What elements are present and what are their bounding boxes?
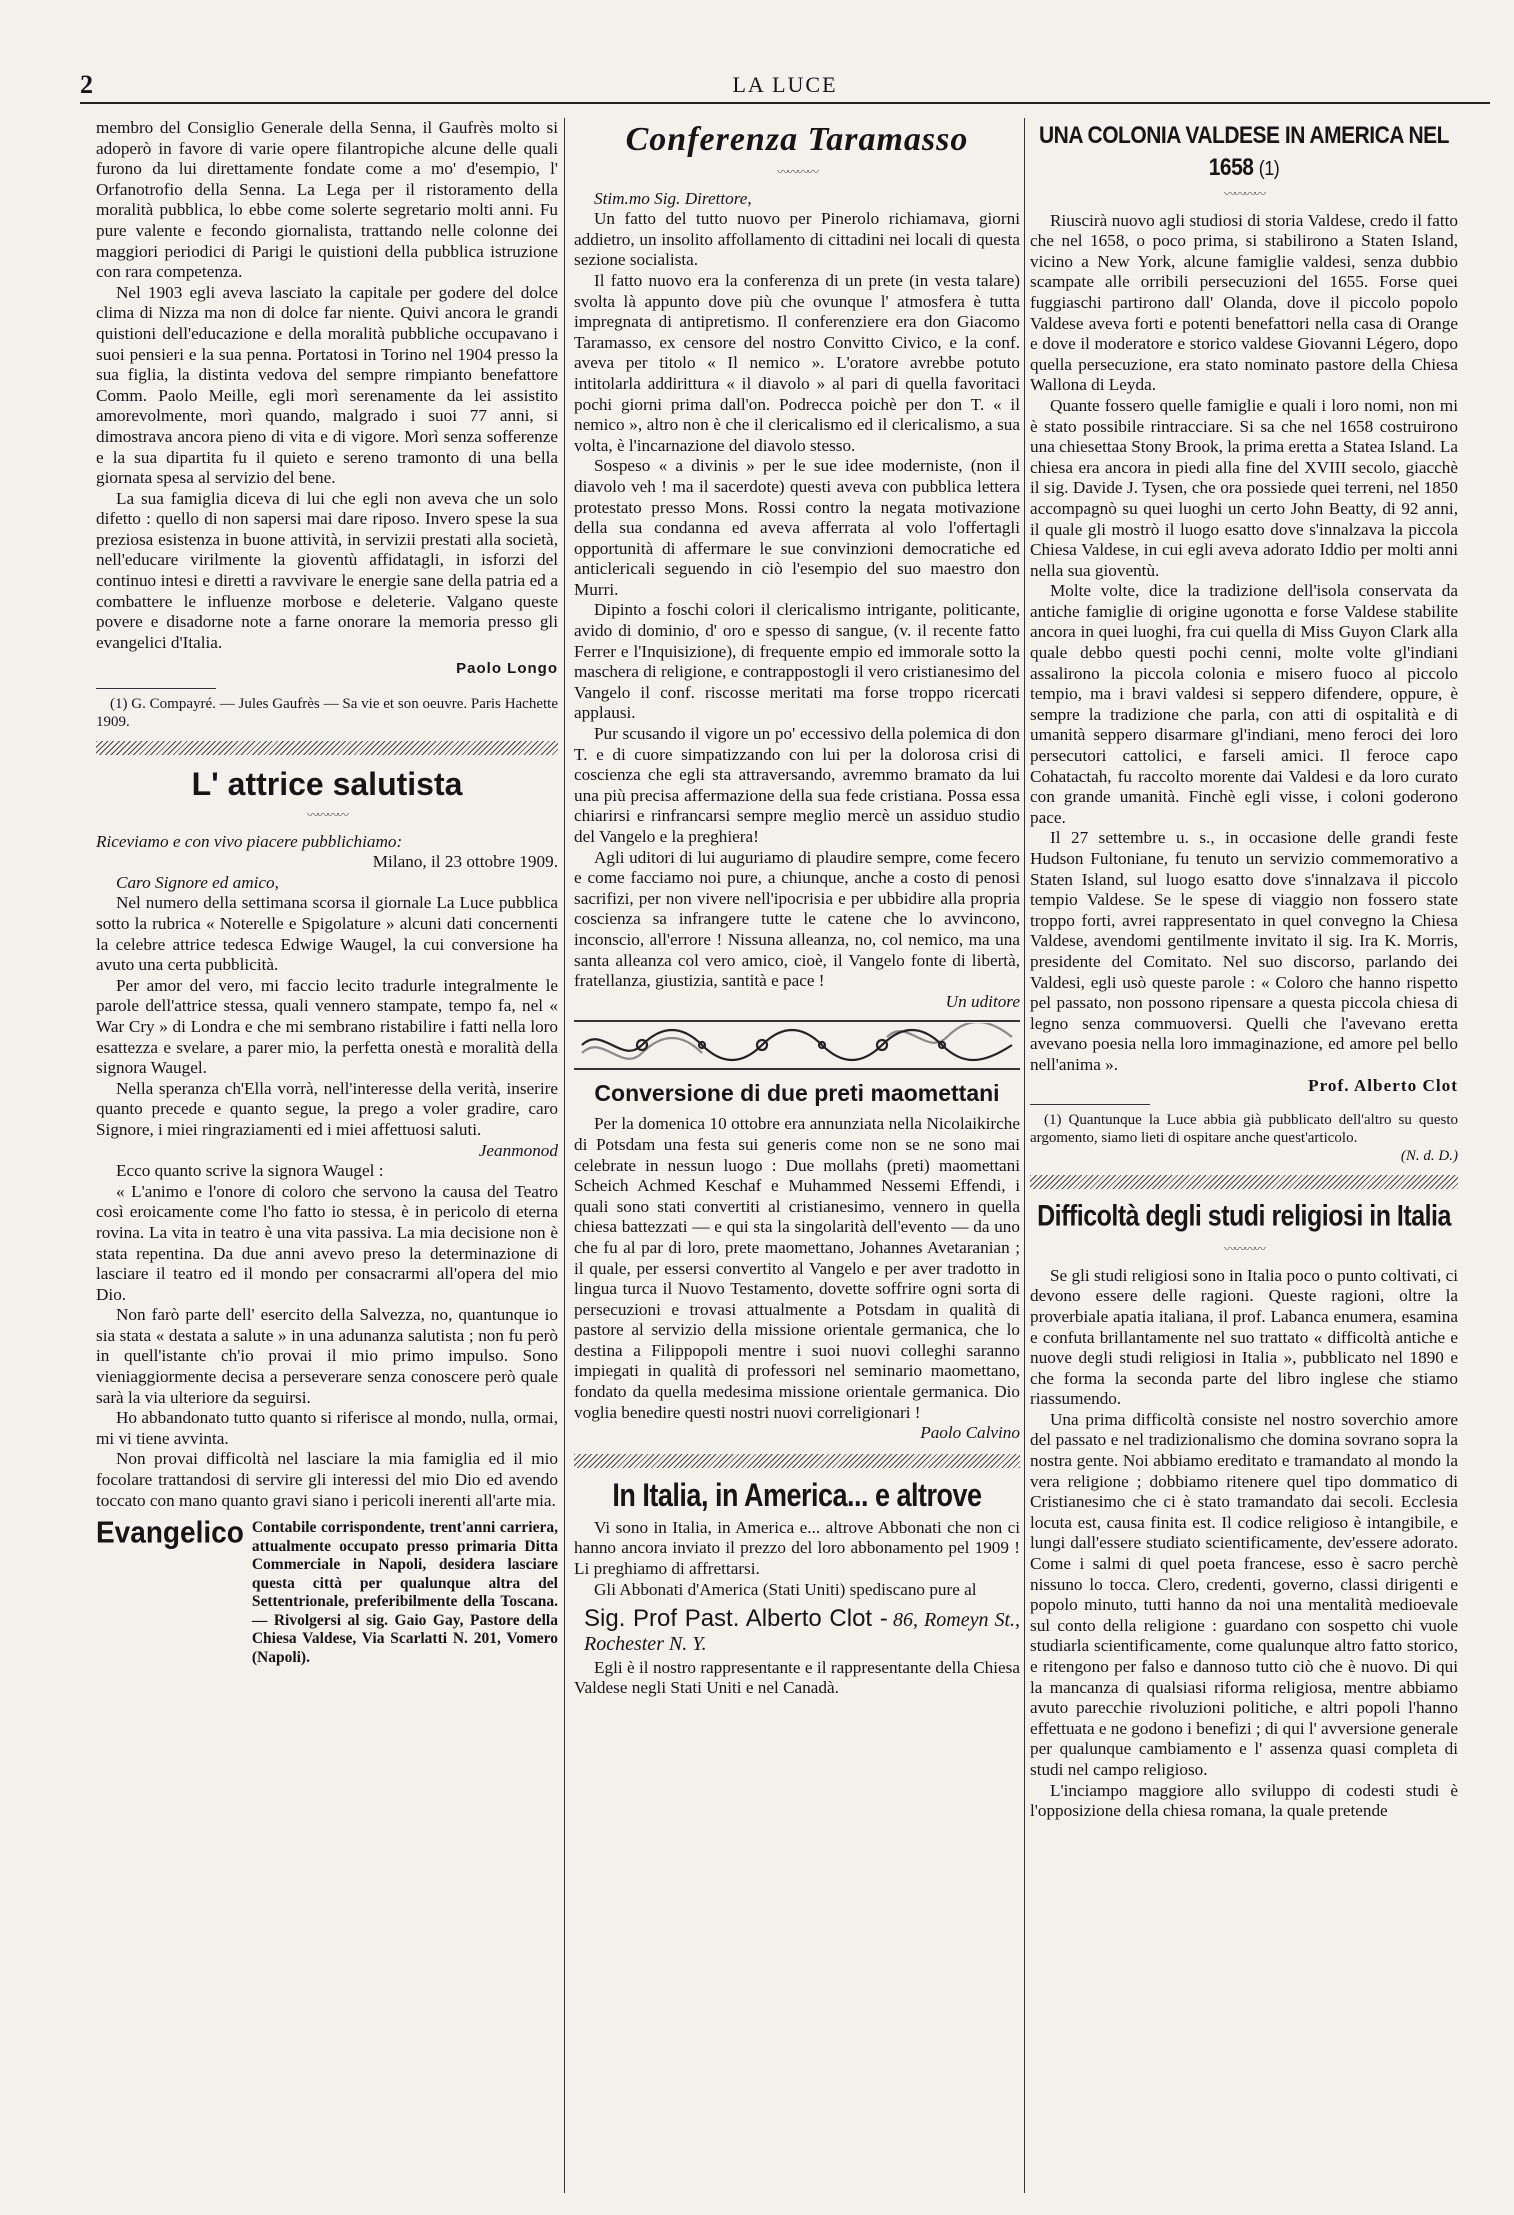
column-rule bbox=[1024, 118, 1025, 2193]
divider bbox=[574, 1454, 1020, 1468]
paragraph: Quante fossero quelle famiglie e quali i loro nomi, non mi è stato possibile rintracciare. Si sa che nel 1658 costruirono una chiesettaa Stony Brook, la prima eretta a Statea Island. La chiesa era ancora in piedi alla fine del XVIII secolo, giacchè il sig. Davide J. Tysen, che ora possiede quei terreni, nel 1850 accompagnò su quei luoghi un certo John Beatty, di 92 anni, il quale gli mostrò il luogo esatto dove s'innalzava la piccola Chiesa Valdese, in cui egli aveva adorato Iddio per molti anni nella sua gioventù. bbox=[1030, 395, 1458, 580]
ornament-icon bbox=[577, 1023, 1017, 1067]
title-ornament: 〰〰〰〰 bbox=[1223, 1242, 1264, 1257]
page-header bbox=[80, 70, 1490, 104]
ad-text: Contabile corrispondente, trent'anni carriera, attualmente occupato presso primaria Ditta Commerciale in Napoli, desidera lasciare questa città per qualunque altra del Settentrionale, preferibilmente della Toscana. — Rivolgersi al sig. Gaio Gay, Pastore della Chiesa Valdese, Via Scarlatti N. 201, Vomero (Napoli). bbox=[251, 1519, 558, 1666]
signature: Prof. Alberto Clot bbox=[1308, 1075, 1458, 1095]
paragraph: Sospeso « a divinis » per le sue idee moderniste, (non il diavolo veh ! ma il sacerdote) questi aveva con pubblica lettera protestato presso Mons. Rossi contro la negata motivazione della sua condanna ed aveva afferrata al volo l'offertagli opportunità di affermare le sue convinzioni democratiche ed anticlericali seguendo in ciò l'esempio del suo maestro don Murri. bbox=[574, 456, 1020, 599]
paragraph: Per la domenica 10 ottobre era annunziata nella Nicolaikirche di Potsdam una festa sui generis come non se ne sono mai celebrate in nessun luogo : Due mollahs (preti) maomettani Scheich Achmed Keschaf e Muhammed Nessemi Effendi, i quali sono stati convertiti al cristianesimo, vennero in quella chiesa battezzati — e qui sta la singolarità dell'evento — da uno che fu al par di loro, prete maomettano, Johannes Avetaranian ; il quale, per essersi convertito al Vangelo e per aver tradotto in lingua turca il Nuovo Testamento, dovette soffrire ogni sorta di persecuzioni e trovasi attualmente a Potsdam in qualità di pastore al servizio della missione orientale germanica, che lo destina a Filippopoli mentre i suoi nuovi colleghi saranno impiegati in qualità di professori nel seminario maomettano, fondato da quella medesima missione orientale germanica. Dio voglia benedire questi nostri nuovi correligionari ! bbox=[574, 1114, 1020, 1422]
paragraph: Ho abbandonato tutto quanto si riferisce al mondo, nulla, ormai, mi vi tiene avvinta. bbox=[96, 1408, 558, 1448]
divider bbox=[96, 741, 558, 755]
article-title: Conversione di due preti maomettani bbox=[594, 1080, 1000, 1107]
paragraph: Molte volte, dice la tradizione dell'isola conservata da antiche famiglie di origine ugonotta e forse Valdese stabilite ancora in quei luoghi, fra cui quella di Miss Guyon Clark alla quale debbo questi pochi cenni, molte volte gl'indiani assalirono la piccola colonia e misero fuoco al piccolo tempio, ma i bravi valdesi si seppero difendere, oppure, è sempre la tradizione che parla, con atti di ospitalità e di umanità seppero disarmare gl'indiani, meno feroci dei loro persecutori cattolici, e farseli amici. Il feroce capo Cohatactah, fu raccolto morente dai Valdesi e da loro curato con grande umanità. Finchè egli visse, i coloni goderono pace. bbox=[1030, 581, 1458, 827]
paragraph: Egli è il nostro rappresentante e il rappresentante della Chiesa Valdese negli Stati Uniti e nel Canadà. bbox=[574, 1657, 1020, 1698]
title-ornament: 〰〰〰〰 bbox=[306, 808, 347, 823]
paragraph: Il fatto nuovo era la conferenza di un prete (in vesta talare) svolta là appunto dove più che ovunque l' atmosfera è tutta impregnata di antipretismo. Il conferenziere era don Giacomo Taramasso, ex censore del nostro Convitto Civico, e la conf. aveva per titolo « Il nemico ». L'oratore avrebbe potuto intitolarla addirittura « il diavolo » al pari di quella favoritaci pochi giorni prima dall'on. Podrecca poichè per don T. « il nemico », altro non è che il clericalismo ed il clericalismo, a sua volta, è l'incarnazione del diavolo stesso. bbox=[574, 270, 1020, 455]
footnote-rule bbox=[96, 688, 216, 689]
page-number: 2 bbox=[80, 70, 93, 99]
signature: Paolo Longo bbox=[456, 660, 558, 678]
article-title: In Italia, in America... e altrove bbox=[612, 1476, 982, 1513]
article-title: Difficoltà degli studi religiosi in Italia bbox=[1037, 1199, 1451, 1233]
dateline: Milano, il 23 ottobre 1909. bbox=[372, 852, 558, 872]
title-ornament: 〰〰〰〰 bbox=[776, 165, 817, 179]
paragraph: La sua famiglia diceva di lui che egli non aveva che un solo difetto : quello di non sapersi mai dare riposo. Invero spese la sua preziosa esistenza in buone attività, in servizii prestati alla società, nell'educare virilmente la gioventù affidatagli, in isforzi del continuo intesi e diretti a ravvivare le energie sane della patria ed a combattere le influenze morbose e deleterie. Valgano queste povere e disadorne note a farne onorare la memoria presso gli evangelici d'Italia. bbox=[96, 488, 558, 652]
signature: Jeanmonod bbox=[478, 1140, 558, 1160]
classified-ad bbox=[96, 1515, 558, 1667]
running-title: LA LUCE bbox=[732, 72, 838, 97]
paragraph: Per amor del vero, mi faccio lecito tradurle integralmente le parole dell'attrice stessa, quali vennero stampate, tempo fa, nel « War Cry » di Londra e che mi sembrano ristabilire i fatti nella loro esattezza e svelare, a parer mio, la perfetta onestà e moralità della signora Waugel. bbox=[96, 975, 558, 1078]
column-rule bbox=[564, 118, 565, 2193]
paragraph: Il 27 settembre u. s., in occasione delle grandi feste Hudson Fultoniane, fu tenuto un servizio commemorativo a Staten Island, sul luogo esatto dove s'innalzava il piccolo tempio Valdese. Se le spese di viaggio non fossero state troppo forti, avrei rappresentato in quel convegno la Chiesa Valdese, avendomi gentilmente invitato il sig. Ira K. Morris, presidente del Comitato. Nel suo discorso, parlando dei Valdesi, egli usò queste parole : « Coloro che hanno rispetto pel passato, non possono ripensare a questa piccola chiesa di legno senza commuoversi. Quelli che l'avevano eretta avevano poesia nella loro immaginazione, ed amore pel bello nell'anima ». bbox=[1030, 828, 1458, 1074]
paragraph: Gli Abbonati d'America (Stati Uniti) spediscano pure al bbox=[594, 1579, 977, 1599]
footnote-rule bbox=[1030, 1104, 1150, 1105]
footnote: (1) Quantunque la Luce abbia già pubblicato dell'altro su questo argomento, siamo lieti di ospitare anche quest'articolo. bbox=[1030, 1112, 1458, 1147]
article-title: L' attrice salutista bbox=[191, 766, 463, 803]
paragraph: Una prima difficoltà consiste nel nostro soverchio amore del passato e nel tradizionalismo che domina sovrano sopra la nostra gente. Noi abbiamo ereditato e tramandato al mondo la vera religione ; dobbiamo ritenere quel tipo dommatico di Cristianesimo che ci è stato tramandato dai secoli. Ecclesia locuta est, causa finita est. Il codice religioso è intangibile, e lungi dall'essere studiato scientificamente, dev'essere adorato. Come i salmi di quel poeta francese, esso è sacro perchè nissuno lo tocca. Clero, credenti, governo, classi dirigenti e popolo minuto, tutti hanno da noi una mentalità medioevale sul conto della religione : guardano con sospetto chi vuole studiarla scientificamente, come qualunque altro fatto storico, e ritengono per falso e dannoso tutto ciò che è nuovo. Di qui la mancanza di qualsiasi riforma religiosa, mentre abbiamo avuto parecchie rivoluzioni politiche, e altri popoli l'hanno effettuata e ne godono i benefizi ; di qui l' avversione generale per qualunque cambiamento e l' assenza quasi completa di studi nel campo religioso. bbox=[1030, 1409, 1458, 1779]
ad-heading: Evangelico bbox=[96, 1515, 244, 1550]
paragraph: Ecco quanto scrive la signora Waugel : bbox=[116, 1161, 384, 1181]
article-title: Conferenza Taramasso bbox=[625, 121, 969, 158]
salutation: Stim.mo Sig. Direttore, bbox=[594, 188, 752, 208]
paragraph: Se gli studi religiosi sono in Italia poco o punto coltivati, ci devono essere delle ragioni. Queste ragioni, oltre la proverbiale apatia italiana, il prof. Labanca enumera, esamina e confuta brillantamente nel suo trattato « difficoltà antiche e nuove degli studi religiosi in Italia », pubblicato nel 1890 e che forma la seconda parte del libro inglese che stiamo riassumendo. bbox=[1030, 1265, 1458, 1409]
paragraph: membro del Consiglio Generale della Senna, il Gaufrès molto si adoperò in favore di varie opere filantropiche alcune delle quali furono da lui direttamente fondate come a mo' d'esempio, l' Orfanotrofio della Senna. La Lega per il ristoramento della moralità pubblica, lo ebbe come solerte segretario molti anni. Fu pure valente e fecondo giornalista, trattando nelle colonne dei maggiori periodici di Parigi le quistioni della pubblica istruzione con rara competenza. bbox=[96, 118, 558, 282]
paragraph: Non provai difficoltà nel lasciare la mia famiglia ed il mio focolare trattandosi di servire gli interessi del mio Dio ed avendo toccato con mano quanto gravi siano i pericoli inerenti all'arte mia. bbox=[96, 1449, 558, 1510]
paragraph: Nel 1903 egli aveva lasciato la capitale per godere del dolce clima di Nizza ma non di dolce far niente. Quivi ancora le grandi quistioni dell'educazione e della moralità pubbliche occupavano i suoi pensieri e la sua penna. Portatosi in Torino nel 1904 presso la sua figlia, la distinta vedova del sempre rimpianto benefattore Comm. Paolo Meille, egli morì serenamente da lei assistito amorevolmente, morì quando, malgrado i suoi 77 anni, si dimostrava ancora pieno di vita e di vigore. Morì senza sofferenze e la sua dipartita fu il quieto e sereno tramonto di una bella giornata spesa al servizio del bene. bbox=[96, 282, 558, 488]
column-3 bbox=[1030, 118, 1458, 2188]
footnote-signature: (N. d. D.) bbox=[1400, 1148, 1458, 1165]
article-title bbox=[1030, 120, 1458, 184]
paragraph: Pur scusando il vigore un po' eccessivo della polemica di don T. e di cuore simpatizzando con lui per la dolorosa crisi di coscienza che egli sta attraversando, avremmo bramato da lui una più precisa affermazione della sua fede cristiana. Possa essa chiarirsi e rinfrancarsi sempre meglio mercè un assiduo studio del Vangelo e la preghiera! bbox=[574, 724, 1020, 846]
title-ornament: 〰〰〰〰 bbox=[1223, 187, 1264, 201]
paragraph: Nella speranza ch'Ella vorrà, nell'interesse della verità, inserire quanto precede e quanto segue, la prego a voler gradire, caro Signore, i miei ringraziamenti ed i miei affettuosi saluti. bbox=[96, 1078, 558, 1139]
paragraph: Vi sono in Italia, in America e... altrove Abbonati che non ci hanno ancora inviato il prezzo del loro abbonamento pel 1909 ! Li preghiamo di affrettarsi. bbox=[574, 1517, 1020, 1579]
divider bbox=[1030, 1175, 1458, 1189]
footnote: (1) G. Compayré. — Jules Gaufrès — Sa vie et son oeuvre. Paris Hachette 1909. bbox=[96, 696, 558, 731]
paragraph: Nel numero della settimana scorsa il giornale La Luce pubblica sotto la rubrica « Noterelle e Spigolature » alcuni dati concernenti la celebre attrice tedesca Edwige Waugel, la cui conversione ha avuto una certa pubblicità. bbox=[96, 893, 558, 975]
paragraph: Un fatto del tutto nuovo per Pinerolo richiamava, giorni addietro, un insolito affollamento di cittadini nei locali di questa sezione socialista. bbox=[574, 209, 1020, 270]
signature: Un uditore bbox=[945, 991, 1020, 1011]
paragraph: Agli uditori di lui auguriamo di plaudire sempre, come fecero e come facciamo noi pure, a chiunque, anche a costo di penosi sacrifizi, per non vivere nell'ipocrisia e per ubbidire alla propria coscienza sa infrangere tutte le catene che lo avvincono, inconscio, all'errore ! Nissuna alleanza, no, col nemico, ma una santa alleanza col vero amico, cioè, il Vangelo fonte di libertà, fratellanza, giustizia, santità e pace ! bbox=[574, 847, 1020, 991]
article-title-text: UNA COLONIA VALDESE IN AMERICA NEL 1658 bbox=[1038, 122, 1449, 181]
paragraph: Riuscirà nuovo agli studiosi di storia Valdese, credo il fatto che nel 1658, o poco prima, si stabilirono a Staten Island, vicino a New York, alcune famiglie valdesi, senza dubbio scampate alle orribili persecuzioni del 1655. Forse quei fuggiaschi partirono dall' Olanda, dove il piccolo popolo Valdese aveva forti e potenti benefattori nella casa di Orange e dove il moderatore e storico valdese Giovanni Légero, dopo quella persecuzione, era stato nominato pastore della Chiesa Wallona di Leyda. bbox=[1030, 210, 1458, 395]
paragraph: Dipinto a foschi colori il clericalismo intrigante, politicante, avido di dominio, d' oro e spesso di sangue, (v. il recente fatto Ferrer e l'Inquisizione), di frequente empio ed immorale sotto la maschera di religione, e contrappostogli il vero cristianesimo del Vangelo il conf. riscosse meritati ma forse troppo ricercati applausi. bbox=[574, 600, 1020, 723]
intro-line: Riceviamo e con vivo piacere pubblichiamo: bbox=[96, 831, 403, 851]
column-2 bbox=[574, 118, 1020, 2188]
note-mark: (1) bbox=[1258, 156, 1280, 180]
paragraph: « L'animo e l'onore di coloro che servono la causa del Teatro così eroicamente come l'ho fatto io stessa, è in pericolo di eterna rovina. La vita in teatro è una vita passiva. La mia decisione non è stata repentina. Da due anni avevo preso la determinazione di lasciare il teatro ed il mondo per consacrarmi all'opera del mio Dio. bbox=[96, 1181, 558, 1304]
column-1 bbox=[96, 118, 558, 2188]
paragraph: Non farò parte dell' esercito della Salvezza, no, quantunque io sia stata « destata a salute » in una adunanza salutista ; non fu però in quell'istante ch'io provai il mio primo impulso. Sono vieniaggiormente decisa a perseverare senza conoscere però quale sarà la via ulteriore da seguirsi. bbox=[96, 1305, 558, 1407]
decorative-border bbox=[574, 1020, 1020, 1070]
signature: Paolo Calvino bbox=[920, 1423, 1020, 1443]
address-name: Sig. Prof Past. Alberto Clot - bbox=[584, 1605, 888, 1633]
salutation: Caro Signore ed amico, bbox=[116, 872, 279, 892]
paragraph: L'inciampo maggiore allo sviluppo di codesti studi è l'opposizione della chiesa romana, la quale pretende bbox=[1030, 1780, 1458, 1821]
address-rest: 86, Romeyn St., Rochester N. Y. bbox=[584, 1609, 1020, 1656]
